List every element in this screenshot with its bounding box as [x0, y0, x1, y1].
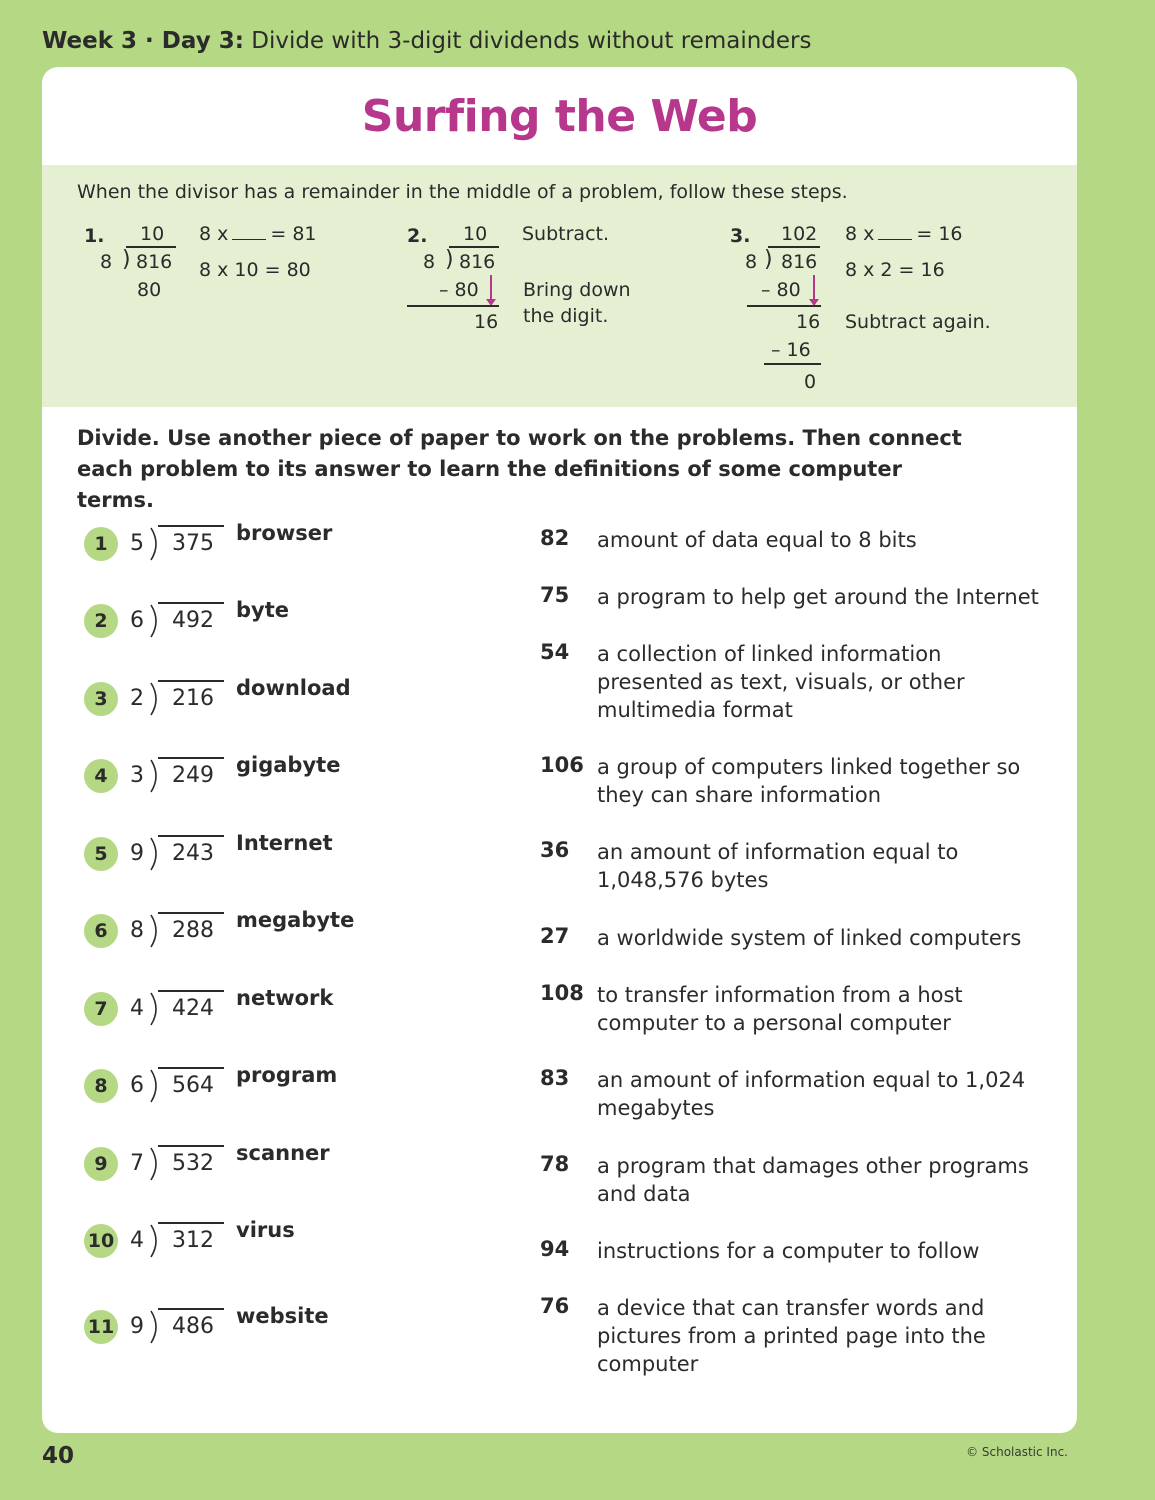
answer-value: 76: [540, 1294, 570, 1318]
answer-value: 83: [540, 1066, 570, 1090]
problem-divisor: 9: [130, 1314, 144, 1339]
step2-subtract: – 80: [439, 279, 479, 301]
step3-subtract-line-2: [764, 363, 821, 365]
step1-number: 1.: [84, 225, 105, 247]
problem-dividend: 288: [172, 918, 214, 943]
step3-note: Subtract again.: [845, 311, 991, 333]
problem-term: gigabyte: [236, 753, 341, 777]
division-bar: [158, 990, 224, 992]
problem-number-badge: 1: [84, 527, 118, 561]
step3-bar: [768, 246, 820, 248]
answer-definition: a worldwide system of linked computers: [597, 926, 1022, 950]
step1-divisor: 8: [100, 251, 113, 273]
problem-item[interactable]: [84, 1218, 384, 1258]
step1-eq1-left: 8 x: [199, 223, 229, 245]
problem-dividend: 249: [172, 763, 214, 788]
problem-term: network: [236, 986, 334, 1010]
step3-dividend: 816: [781, 251, 818, 273]
problem-item[interactable]: [84, 1141, 384, 1181]
problem-item[interactable]: [84, 676, 384, 716]
problem-term: download: [236, 676, 351, 700]
division-bracket-icon: [148, 1223, 164, 1259]
division-bracket-icon: [148, 526, 164, 562]
division-bar: [158, 525, 224, 527]
problem-term: virus: [236, 1218, 295, 1242]
problem-item[interactable]: [84, 986, 384, 1026]
answer-value: 54: [540, 640, 570, 664]
division-bar: [158, 912, 224, 914]
problem-term: scanner: [236, 1141, 330, 1165]
step3-bring-down-arrow-icon: [813, 275, 815, 300]
answer-definition: to transfer information from a host computer to a personal computer: [597, 983, 963, 1035]
step3-subtract: – 80: [761, 279, 801, 301]
problem-divisor: 2: [130, 686, 144, 711]
step3-result: 0: [804, 371, 817, 393]
step2-note-bring-down: Bring down: [523, 279, 631, 301]
step1-bar: [126, 246, 176, 248]
step1-equation-2: 8 x 10 = 80: [199, 259, 311, 281]
division-bracket-icon: [148, 603, 164, 639]
step3-difference: 16: [796, 311, 821, 333]
answer-value: 27: [540, 924, 570, 948]
step3-eq1-right: = 16: [916, 223, 963, 245]
division-bracket-icon: [148, 1068, 164, 1104]
answer-definition: a device that can transfer words and pictures from a printed page into the computer: [597, 1296, 986, 1376]
step2-bracket: ): [445, 247, 454, 272]
step2-number: 2.: [407, 225, 428, 247]
answer-definition: amount of data equal to 8 bits: [597, 528, 917, 552]
problem-divisor: 5: [130, 531, 144, 556]
step1-dividend: 816: [136, 251, 173, 273]
problem-dividend: 312: [172, 1228, 214, 1253]
step2-subtract-line: [407, 305, 499, 307]
division-bracket-icon: [148, 681, 164, 717]
problem-divisor: 6: [130, 608, 144, 633]
problem-item[interactable]: [84, 753, 384, 793]
problem-dividend: 424: [172, 996, 214, 1021]
problem-divisor: 9: [130, 841, 144, 866]
problem-number-badge: 7: [84, 992, 118, 1026]
answer-definition: an amount of information equal to 1,024 megabytes: [597, 1068, 1026, 1120]
problem-dividend: 216: [172, 686, 214, 711]
problem-item[interactable]: [84, 1063, 384, 1103]
copyright: © Scholastic Inc.: [966, 1445, 1068, 1459]
problem-term: Internet: [236, 831, 333, 855]
problem-term: browser: [236, 521, 333, 545]
problem-dividend: 243: [172, 841, 214, 866]
step3-subtract-2: – 16: [771, 339, 811, 361]
problem-dividend: 532: [172, 1151, 214, 1176]
worksheet-card: [42, 67, 1077, 1433]
step3-bracket: ): [764, 247, 773, 272]
step3-number: 3.: [730, 225, 751, 247]
division-bar: [158, 1308, 224, 1310]
problem-term: website: [236, 1304, 329, 1328]
division-bar: [158, 1145, 224, 1147]
problem-item[interactable]: [84, 521, 384, 561]
answer-definition: a program to help get around the Internet: [597, 585, 1039, 609]
answer-definition: a program that damages other programs and data: [597, 1154, 1029, 1206]
step3-divisor: 8: [745, 251, 758, 273]
problem-number-badge: 5: [84, 837, 118, 871]
problem-number-badge: 6: [84, 914, 118, 948]
problem-term: program: [236, 1063, 338, 1087]
steps-panel: [42, 165, 1077, 407]
step2-divisor: 8: [423, 251, 436, 273]
problem-dividend: 375: [172, 531, 214, 556]
problem-number-badge: 4: [84, 759, 118, 793]
problem-number-badge: 3: [84, 682, 118, 716]
problem-divisor: 4: [130, 1228, 144, 1253]
answer-value: 78: [540, 1152, 570, 1176]
answer-value: 106: [540, 753, 584, 777]
division-bar: [158, 757, 224, 759]
page-header: [42, 28, 812, 54]
page-number: 40: [42, 1443, 75, 1469]
step3-quotient: 102: [781, 223, 818, 245]
division-bracket-icon: [148, 913, 164, 949]
step3-subtract-line: [747, 305, 821, 307]
steps-intro: When the divisor has a remainder in the middle of a problem, follow these steps.: [77, 181, 848, 203]
division-bracket-icon: [148, 836, 164, 872]
step1-quotient: 10: [140, 223, 165, 245]
problem-term: megabyte: [236, 908, 355, 932]
division-bracket-icon: [148, 991, 164, 1027]
answer-definition: a group of computers linked together so they can share information: [597, 755, 1021, 807]
problem-number-badge: 10: [84, 1224, 118, 1258]
step2-note-subtract: Subtract.: [522, 223, 610, 245]
step2-quotient: 10: [463, 223, 488, 245]
division-bar: [158, 602, 224, 604]
problem-divisor: 7: [130, 1151, 144, 1176]
problem-divisor: 6: [130, 1073, 144, 1098]
division-bar: [158, 1222, 224, 1224]
step2-difference: 16: [474, 311, 499, 333]
step3-blank: [878, 226, 912, 240]
step2-bar: [449, 246, 499, 248]
problem-divisor: 4: [130, 996, 144, 1021]
answer-value: 36: [540, 838, 570, 862]
division-bracket-icon: [148, 1146, 164, 1182]
step3-equation-2: 8 x 2 = 16: [845, 259, 945, 281]
answer-definition: instructions for a computer to follow: [597, 1239, 980, 1263]
problem-number-badge: 2: [84, 604, 118, 638]
problem-item[interactable]: [84, 598, 384, 638]
answer-value: 94: [540, 1237, 570, 1261]
problem-number-badge: 11: [84, 1310, 118, 1344]
problem-item[interactable]: [84, 831, 384, 871]
problem-dividend: 492: [172, 608, 214, 633]
division-bar: [158, 1067, 224, 1069]
problem-divisor: 8: [130, 918, 144, 943]
answer-definition: a collection of linked information presented as text, visuals, or other multimedia format: [597, 642, 965, 722]
step2-bring-down-arrow-icon: [490, 275, 492, 300]
division-bar: [158, 680, 224, 682]
instructions: Divide. Use another piece of paper to work on the problems. Then connect each problem to its answer to learn the definitions of some computer terms.: [77, 426, 962, 512]
problem-dividend: 486: [172, 1314, 214, 1339]
step1-blank: [232, 226, 266, 240]
step1-eq1-right: = 81: [270, 223, 317, 245]
step1-equation-1: [199, 225, 317, 244]
topic-label: Divide with 3-digit dividends without remainders: [251, 28, 812, 54]
problem-term: byte: [236, 598, 290, 622]
answer-definition: an amount of information equal to 1,048,576 bytes: [597, 840, 959, 892]
problem-number-badge: 9: [84, 1147, 118, 1181]
step2-note-digit: the digit.: [523, 305, 609, 327]
answer-value: 82: [540, 526, 570, 550]
division-bracket-icon: [148, 758, 164, 794]
problem-number-badge: 8: [84, 1069, 118, 1103]
week-day-label: Week 3 · Day 3:: [42, 28, 244, 54]
problem-item[interactable]: [84, 1304, 384, 1344]
answer-value: 75: [540, 583, 570, 607]
answer-value: 108: [540, 981, 584, 1005]
step2-dividend: 816: [459, 251, 496, 273]
step3-equation-1: [845, 225, 963, 244]
division-bracket-icon: [148, 1309, 164, 1345]
step1-product: 80: [137, 279, 162, 301]
step3-eq1-left: 8 x: [845, 223, 875, 245]
problem-item[interactable]: [84, 908, 384, 948]
problem-dividend: 564: [172, 1073, 214, 1098]
division-bar: [158, 835, 224, 837]
problem-divisor: 3: [130, 763, 144, 788]
step1-bracket: ): [122, 247, 131, 272]
page-title: Surfing the Web: [361, 91, 758, 142]
